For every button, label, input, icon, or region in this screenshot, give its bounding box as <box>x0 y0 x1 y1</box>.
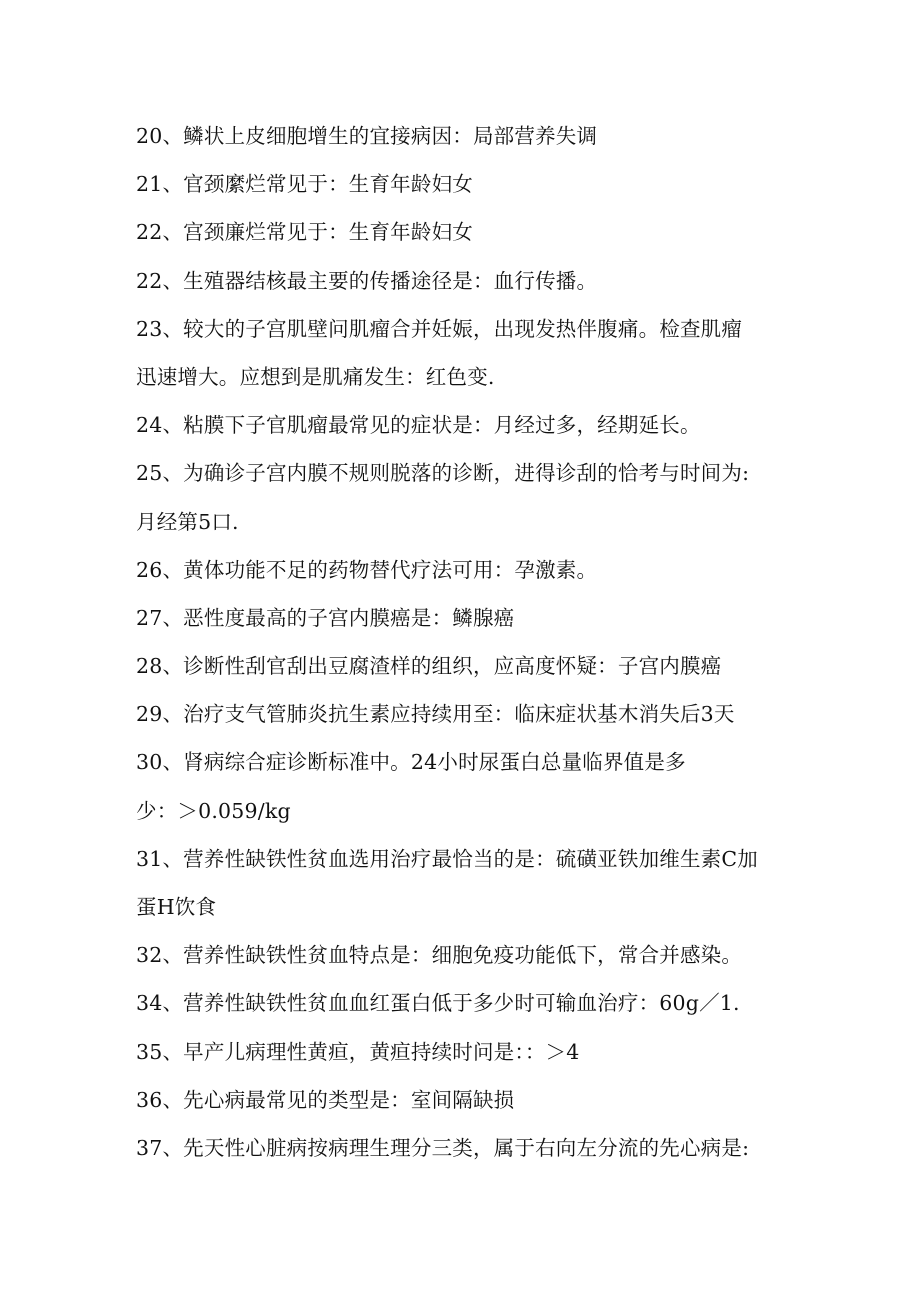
text-line-continuation: 月经第5口. <box>136 509 239 534</box>
text-line-continuation: 迅速增大。应想到是肌痛发生：红色变. <box>136 364 495 389</box>
text-line: 29、治疗支气管肺炎抗生素应持续用至：临床症状基木消失后3天 <box>136 702 735 727</box>
text-line: 22、宫颈廉烂常见于：生育年龄妇女 <box>136 220 473 245</box>
text-line: 26、黄体功能不足的药物替代疗法可用：孕激素。 <box>136 557 598 582</box>
text-line: 23、较大的子宫肌壁问肌瘤合并妊娠，出现发热伴腹痛。检查肌瘤 <box>136 316 743 341</box>
text-line: 27、恶性度最高的子宫内膜癌是：鳞腺癌 <box>136 605 515 630</box>
text-line: 35、早产儿病理性黄疸，黄疸持续时问是：：＞4 <box>136 1039 580 1064</box>
text-line: 37、先天性心脏病按病理生理分三类，属于右向左分流的先心病是: <box>136 1135 750 1160</box>
text-line: 32、营养性缺铁性贫血特点是：细胞免疫功能低下，常合并感染。 <box>136 943 743 968</box>
text-line: 24、粘膜下子官肌瘤最常见的症状是：月经过多，经期延长。 <box>136 413 701 438</box>
text-line: 20、鳞状上皮细胞增生的宜接病因：局部营养失调 <box>136 124 598 148</box>
text-line: 22、生殖器结核最主要的传播途径是：血行传播。 <box>136 268 598 293</box>
text-line: 36、先心病最常见的类型是：室间隔缺损 <box>136 1087 515 1112</box>
text-line-continuation: 少：＞0.059/kg <box>136 798 291 823</box>
text-line: 28、诊断性刮官刮出豆腐渣样的组织，应高度怀疑：子宫内膜癌 <box>136 654 722 679</box>
text-line: 34、营养性缺铁性贫血血红蛋白低于多少时可输血治疗：60g／1. <box>136 991 740 1016</box>
text-line: 25、为确诊子宫内膜不规则脱落的诊断，进得诊刮的恰考与时间为: <box>136 461 750 486</box>
document-body <box>136 112 786 1172</box>
text-line-continuation: 蛋H饮食 <box>136 895 217 919</box>
text-line: 21、官颈縻烂常见于：生育年龄妇女 <box>136 172 473 197</box>
text-line: 30、肾病综合症诊断标准中。24小时尿蛋白总量临界值是多 <box>136 750 686 775</box>
text-line: 31、营养性缺铁性贫血选用治疗最恰当的是：硫磺亚铁加维生素C加 <box>136 846 758 871</box>
